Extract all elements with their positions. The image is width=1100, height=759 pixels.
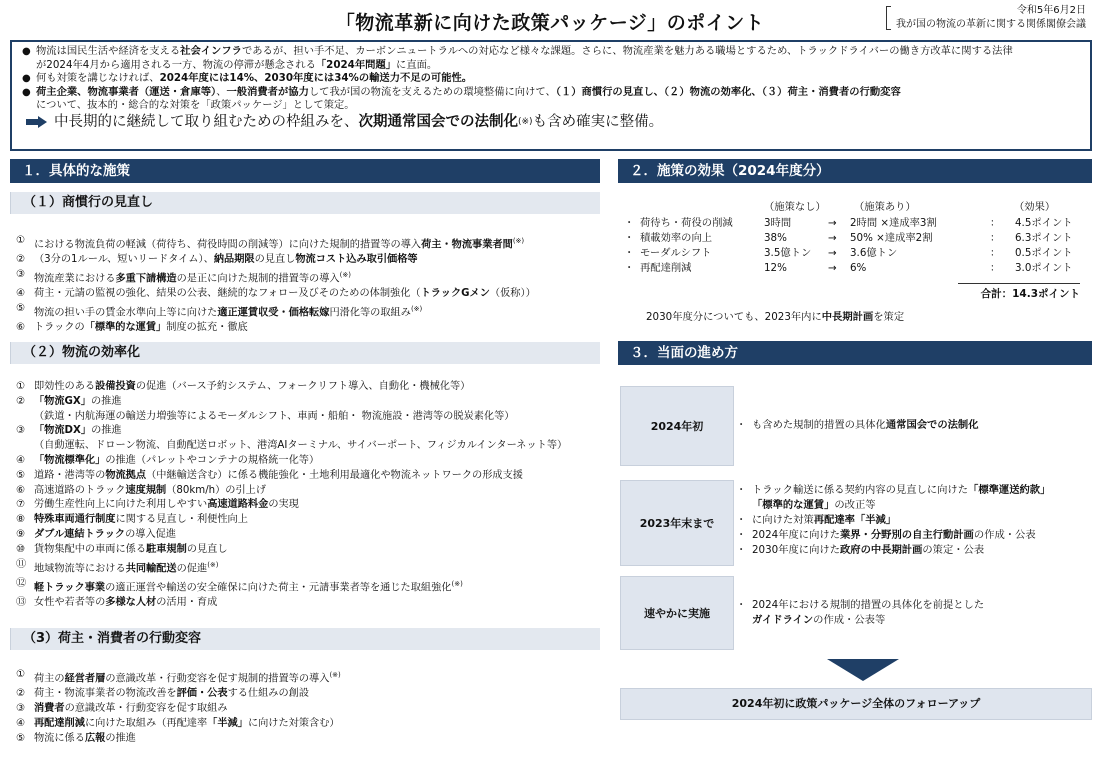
item-number: ⑥: [16, 322, 26, 334]
list-item: [16, 321, 600, 336]
subsection-1-header: （１）商慣行の見直し: [10, 192, 600, 214]
text: に関する見直し・利便性向上: [115, 514, 248, 526]
note-marker: (※): [451, 579, 463, 588]
text: の活用・育成: [156, 596, 218, 608]
list-item: （自動運転、ドローン物流、自動配送ロボット、港湾AIターミナル、サイバーポート、フィジカルインターネット等）: [34, 440, 568, 452]
text: 高速道路のトラック: [34, 484, 126, 496]
council-text: 我が国の物流の革新に関する関係閣僚会議: [896, 19, 1086, 30]
text-bold: 多様な人材: [105, 596, 157, 608]
right-arrow-icon: [26, 116, 48, 128]
summary-bullet-3: [22, 86, 1080, 113]
step-line: [736, 513, 1050, 528]
text-bold: 「物流標準化」: [34, 454, 106, 466]
text: であるが、担い手不足、カーボンニュートラルへの対応など様々な課題。さらに、物流産業を魅力ある職場とするため、トラックドライバーの働き方改革に関する法律: [241, 45, 1013, 57]
item-number: ③: [16, 268, 26, 280]
followup-box: 2024年初に政策パッケージ全体のフォローアップ: [620, 688, 1092, 720]
item-text: [34, 687, 600, 702]
item-text: [34, 596, 600, 611]
item-text: [34, 732, 600, 747]
text-bold: 次期通常国会での法制化: [358, 113, 518, 130]
item-number: ②: [16, 688, 26, 700]
list-item: [16, 484, 600, 499]
item-text: [34, 528, 600, 543]
step-label-2023-end: 2023年末まで: [620, 480, 734, 566]
list-item: [16, 702, 600, 717]
text-bold: 駐車規制: [146, 543, 187, 555]
step-body-promptly: [736, 598, 984, 628]
text: 物流の担い手の賃金水準向上等に向けた: [34, 307, 218, 319]
bullet-icon: ・: [736, 484, 747, 496]
text: （仮称））: [489, 288, 536, 300]
effect-bullet: ・: [624, 232, 635, 244]
text: の促進（バース予約システム、フォークリフト導入、自動化・機械化等）: [135, 381, 471, 392]
bullet-icon: ●: [22, 46, 31, 57]
text-bold: 「物流DX」: [34, 425, 92, 437]
text-bold: 適正運賃収受・価格転嫁: [217, 307, 330, 319]
text: の推進: [90, 395, 122, 407]
text: の作成・公表: [973, 529, 1036, 541]
item-text: [34, 380, 600, 395]
list-item: [16, 558, 600, 577]
item-text: [34, 484, 600, 499]
text: 荷主・物流事業者の物流改善を: [34, 688, 177, 700]
item-text: [34, 513, 600, 528]
item-number: ⑬: [16, 596, 27, 608]
text: （中継輸送含む）に係る機能強化・土地利用最適化や物流ネットワークの形成支援: [146, 469, 523, 481]
section-1-header: １．具体的な施策: [10, 159, 600, 183]
section-2-header: ２．施策の効果（2024年度分）: [618, 159, 1092, 183]
item-number: ②: [16, 395, 26, 407]
item-number: ⑤: [16, 469, 26, 481]
text-bold: 広報: [84, 732, 106, 744]
subsection-2-header: （２）物流の効率化: [10, 342, 600, 364]
effect-with: 6%: [850, 262, 867, 274]
note-marker: (※): [207, 560, 219, 569]
bullet-icon: ・: [736, 529, 747, 541]
text: の意識改革・行動変容を促す取組み: [64, 702, 228, 714]
step-line: [736, 613, 984, 628]
item-number: ⑩: [16, 543, 26, 555]
item-number: ⑤: [16, 302, 26, 314]
effect-effect: 3.0ポイント: [1015, 262, 1073, 274]
text-bold: 設備投資: [95, 381, 136, 392]
text-bold: 多重下請構造: [115, 273, 177, 285]
text-bold: 「標準運送約款」: [968, 484, 1051, 496]
item-text: [34, 543, 600, 558]
text: の作成・公表等: [813, 614, 886, 626]
text: の推進: [105, 732, 136, 744]
item-number: ①: [16, 669, 26, 680]
list-item: [16, 668, 600, 687]
effect-arrow: →: [828, 247, 837, 259]
date-box: [886, 4, 1086, 32]
text-bold: 納品期限: [213, 254, 255, 266]
text-bold: 特殊車両通行制度: [34, 514, 116, 526]
text: 円滑化等の取組み: [329, 307, 411, 319]
item-number: ①: [16, 381, 26, 392]
text: 物流は国民生活や経済を支える: [36, 45, 181, 57]
list-item: [16, 424, 600, 439]
list-item: [16, 498, 600, 513]
bullet-icon: ●: [22, 86, 31, 98]
note-marker: (※): [339, 270, 351, 279]
list-item: [16, 687, 600, 702]
effect-row: [0, 261, 1100, 276]
text-bold: 物流コスト込み取引価格等: [295, 254, 418, 266]
list-item: [16, 577, 600, 596]
item-text: [34, 469, 600, 484]
effect-row: [0, 246, 1100, 261]
text: も含めた規制的措置の具体化: [752, 419, 886, 431]
text: の改正等: [834, 499, 876, 511]
bullet-icon: ●: [22, 73, 31, 84]
effect-without: 12%: [764, 262, 787, 274]
text-bold: 荷主企業、物流事業者（運送・倉庫等）: [36, 85, 217, 98]
text: の是正に向けた規制的措置等の導入: [176, 273, 340, 285]
text: （3分の1ルール、短いリードタイム）、: [34, 254, 214, 266]
measures-list-3: [16, 668, 600, 746]
text-bold: 「2024年問題」: [315, 58, 397, 71]
item-text: [34, 302, 600, 321]
item-number: ⑨: [16, 528, 26, 540]
text: 制度の拡充・徹底: [166, 322, 248, 334]
text: 物流産業における: [34, 273, 116, 285]
text-bold: 「標準的な運賃」: [752, 499, 835, 511]
step-line: [736, 543, 1050, 558]
step-label-promptly: 速やかに実施: [620, 576, 734, 650]
text-bold: 社会インフラ: [180, 45, 242, 57]
col-without-header: （施策なし）: [764, 201, 826, 213]
effect-colon: ：: [990, 217, 1001, 229]
text: 荷主・元請の監視の強化、結果の公表、継続的なフォロー及びそのための体制強化（: [34, 288, 421, 300]
text-bold: 経営者層: [64, 673, 106, 685]
effect-label: 積載効率の向上: [640, 232, 713, 244]
effect-with: 3.6億トン: [850, 247, 898, 259]
text: の適正運営や輸送の安全確保に向けた荷主・元請事業者等を通じた取組強化: [105, 582, 452, 594]
effect-bullet: ・: [624, 247, 635, 259]
item-text: [34, 498, 600, 513]
text: トラックの: [34, 322, 85, 334]
text-bold: 通常国会での法制化: [885, 419, 979, 431]
text-bold: 物流拠点: [105, 469, 147, 481]
list-item: [16, 732, 600, 747]
effect-bullet: ・: [624, 217, 635, 229]
effect-colon: ：: [990, 232, 1001, 244]
item-text: [34, 577, 600, 596]
effects-note: [646, 308, 904, 323]
text: 労働生産性向上に向けた利用しやすい: [34, 499, 208, 511]
effect-with: 50% ×達成率2割: [850, 232, 933, 244]
effect-with: 2時間 ×達成率3割: [850, 217, 937, 229]
note-marker: (※): [512, 237, 525, 245]
item-text: [34, 424, 600, 439]
page-title: 「物流革新に向けた政策パッケージ」のポイント: [335, 12, 765, 34]
bullet-icon: ・: [736, 514, 747, 526]
text: トラック輸送に係る契約内容の見直しに向けた: [752, 484, 969, 496]
text-bold: 消費者: [34, 702, 65, 714]
effect-arrow: →: [828, 262, 837, 274]
item-number: ⑧: [16, 514, 26, 526]
text-bold: （１）商慣行の見直し、（２）物流の効率化、（３）荷主・消費者の行動変容: [555, 85, 901, 98]
text: に向けた対策: [752, 514, 814, 526]
text: 、: [216, 85, 227, 98]
note-marker: (※): [329, 671, 341, 679]
bullet-icon: ・: [736, 599, 747, 611]
effect-bullet: ・: [624, 262, 635, 274]
section-3-header: ３．当面の進め方: [618, 341, 1092, 365]
note-marker: (※): [518, 116, 533, 127]
text: の推進（パレットやコンテナの規格統一化等）: [105, 454, 320, 466]
list-item: [16, 513, 600, 528]
effect-row: [0, 216, 1100, 231]
text-bold: 荷主・物流事業者間: [421, 239, 513, 251]
text: の実現: [268, 499, 299, 511]
conclusion-line: [22, 113, 1080, 130]
text: の見直し: [254, 254, 296, 266]
item-number: ⑦: [16, 499, 26, 511]
effect-arrow: →: [828, 232, 837, 244]
item-text: [34, 702, 600, 717]
text-bold: 「標準的な運賃」: [84, 322, 167, 334]
item-number: ②: [16, 254, 26, 266]
text: に向けた取組み（再配達率: [84, 717, 208, 729]
list-item: [16, 596, 600, 611]
effect-label: モーダルシフト: [640, 247, 712, 259]
text: 地域物流等における: [34, 562, 126, 574]
effect-without: 3時間: [764, 217, 792, 229]
summary-box: [10, 40, 1092, 151]
item-number: ④: [16, 288, 26, 300]
item-number: ③: [16, 702, 26, 714]
bullet-icon: ・: [736, 544, 747, 556]
text: 女性や若者等の: [34, 596, 106, 608]
col-effect-header: （効果）: [1014, 201, 1056, 213]
total-divider: [958, 283, 1080, 284]
text-bold: 一般消費者が協力: [226, 85, 309, 98]
step-body-2023-end: [736, 483, 1050, 558]
step-line: [736, 528, 1050, 543]
text: 中長期的に継続して取り組むための枠組みを、: [54, 113, 359, 130]
text-bold: 評価・公表: [176, 688, 228, 700]
step-body-2024-start: [736, 418, 979, 433]
effect-colon: ：: [990, 247, 1001, 259]
text-bold: 再配達率「半減」: [813, 514, 897, 526]
text: する仕組みの創設: [227, 688, 310, 700]
item-text: [34, 287, 600, 302]
text-bold: ガイドライン: [752, 614, 814, 626]
text: を策定: [873, 311, 905, 323]
down-arrow-icon: [827, 659, 899, 681]
date-text: 令和5年6月2日: [1016, 5, 1086, 16]
step-line: [736, 418, 979, 433]
text: の推進: [91, 425, 122, 437]
list-item: （鉄道・内航海運の輸送力増強等によるモーダルシフト、車両・船舶・ 物流施設・港湾等の脱炭素化等）: [34, 410, 515, 422]
text: に直面。: [396, 58, 438, 71]
item-number: ⑪: [16, 558, 27, 570]
text: 即効性のある: [34, 381, 96, 392]
item-text: [34, 395, 600, 410]
list-item: [16, 395, 600, 410]
text-bold: ダブル連結トラック: [34, 528, 126, 540]
text-bold: トラックGメン: [420, 288, 490, 300]
effect-without: 38%: [764, 232, 787, 244]
text: して我が国の物流を支えるための環境整備に向けて、: [308, 85, 556, 98]
item-number: ⑫: [16, 577, 27, 589]
list-item: [16, 302, 600, 321]
measures-list-2: [16, 380, 600, 611]
item-text: [34, 558, 600, 577]
effect-colon: ：: [990, 262, 1001, 274]
text-bold: 政府の中長期計画: [840, 544, 923, 556]
text: 何も対策を講じなければ、: [36, 72, 160, 84]
effect-label: 再配達削減: [640, 262, 692, 274]
item-text: [34, 668, 600, 687]
item-text: [34, 717, 600, 732]
list-item: [16, 469, 600, 484]
text-bold: 高速道路料金: [207, 499, 269, 511]
bullet-icon: ・: [736, 419, 747, 431]
text: の促進: [176, 562, 208, 574]
text: 物流に係る: [34, 732, 85, 744]
list-item: [16, 543, 600, 558]
list-item: [16, 717, 600, 732]
item-text: [34, 454, 600, 469]
effect-label: 荷待ち・荷役の削減: [640, 217, 733, 229]
item-number: ⑥: [16, 484, 26, 496]
text-bold: 「物流GX」: [34, 395, 91, 407]
text: の見直し: [186, 543, 228, 555]
item-number: ⑤: [16, 732, 26, 744]
effects-total: 合計：14.3ポイント: [980, 288, 1080, 300]
text: 2024年における規制的措置の具体化を前提とした: [752, 599, 985, 611]
text: が2024年4月から適用される一方、物流の停滞が懸念される: [36, 58, 316, 71]
text: 2030年度分についても、2023年内に: [646, 311, 822, 323]
effect-arrow: →: [828, 217, 837, 229]
step-line: [736, 498, 1050, 513]
text: も含め確実に整備。: [532, 113, 664, 130]
text: 2030年度に向けた: [752, 544, 840, 556]
list-item: [16, 287, 600, 302]
text: 2024年度に向けた: [752, 529, 840, 541]
text: 荷主の: [34, 673, 65, 685]
summary-bullet-1: [22, 45, 1080, 72]
effect-without: 3.5億トン: [764, 247, 812, 259]
subsection-3-header: （3）荷主・消費者の行動変容: [10, 628, 600, 650]
item-number: ④: [16, 717, 26, 729]
effect-row: [0, 231, 1100, 246]
text-bold: 2024年度には14%、2030年度には34%の輸送力不足の可能性。: [159, 72, 473, 84]
text: 貨物集配中の車両に係る: [34, 543, 147, 555]
list-item: [16, 454, 600, 469]
item-number: ③: [16, 425, 26, 437]
text: の導入促進: [125, 528, 177, 540]
list-item: [16, 380, 600, 395]
text-bold: 共同輸配送: [125, 562, 177, 574]
effect-effect: 0.5ポイント: [1015, 247, 1073, 259]
text-bold: 中長期計画: [821, 311, 874, 323]
text: における物流負荷の軽減（荷待ち、荷役時間の削減等）に向けた規制的措置等の導入: [34, 239, 422, 251]
effect-effect: 6.3ポイント: [1015, 232, 1073, 244]
text: の策定・公表: [922, 544, 985, 556]
note-marker: (※): [410, 304, 423, 313]
text-bold: 「半減」: [207, 717, 248, 729]
summary-bullet-2: [22, 72, 1080, 86]
text: について、抜本的・総合的な対策を「政策パッケージ」として策定。: [36, 99, 355, 111]
text-bold: 速度規制: [125, 484, 167, 496]
step-line: [736, 598, 984, 613]
text: （80km/h）の引上げ: [166, 484, 267, 496]
text: の意識改革・行動変容を促す規制的措置等の導入: [105, 673, 330, 685]
step-line: [736, 483, 1050, 498]
effect-effect: 4.5ポイント: [1015, 217, 1073, 229]
text: に向けた対策含む）: [247, 717, 340, 729]
text-bold: 業界・分野別の自主行動計画: [840, 529, 974, 541]
list-item: [16, 528, 600, 543]
col-with-header: （施策あり）: [854, 201, 916, 213]
item-text: [34, 321, 600, 336]
text-bold: 軽トラック事業: [34, 582, 106, 594]
text: 道路・港湾等の: [34, 469, 106, 481]
step-label-2024-start: 2024年初: [620, 386, 734, 466]
item-number: ④: [16, 454, 26, 466]
item-number: ①: [16, 235, 26, 246]
text-bold: 再配達削減: [34, 717, 85, 729]
